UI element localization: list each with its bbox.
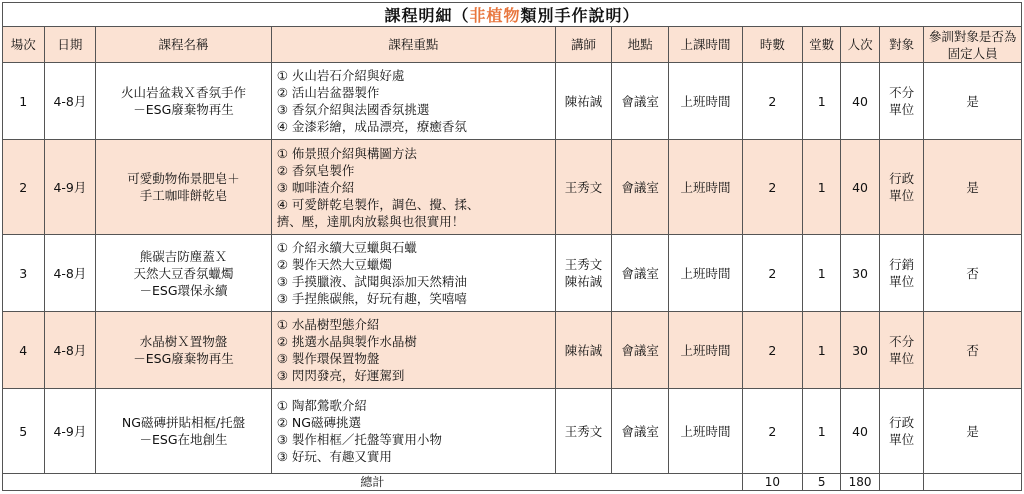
- cell-line: 天然大豆香氛蠟燭: [133, 265, 234, 281]
- course-focus-cell: [271, 312, 555, 389]
- course-name-cell: [96, 312, 271, 389]
- total-people: 180: [841, 474, 879, 491]
- course-focus-cell: [271, 235, 555, 312]
- target-cell: [879, 140, 924, 235]
- column-header: 地點: [612, 27, 669, 63]
- hours-cell: 2: [742, 389, 802, 474]
- lecturer-cell: [556, 63, 612, 140]
- cell-line: 陳祐誠: [564, 274, 603, 289]
- cell-line: ② NG磁磚挑選: [276, 415, 361, 430]
- cell-line: 行政: [889, 171, 915, 186]
- date-cell: 4-8月: [44, 235, 96, 312]
- total-row: [3, 474, 1022, 491]
- cell-line: 單位: [889, 274, 915, 289]
- people-cell: 30: [841, 312, 879, 389]
- cell-line: －ESG在地創生: [139, 432, 228, 447]
- people-cell: 40: [841, 140, 879, 235]
- cell-line: ① 介紹永續大豆蠟與石蠟: [276, 240, 417, 255]
- cell-line: 陳祐誠: [564, 93, 603, 109]
- target-cell: [879, 312, 924, 389]
- course-focus-cell: [271, 140, 555, 235]
- cell-line: ① 火山岩石介紹與好處: [276, 68, 405, 83]
- hours-cell: 2: [742, 235, 802, 312]
- table-row: [3, 389, 1022, 474]
- cell-line: 王秀文: [564, 423, 603, 439]
- header-row: [3, 27, 1022, 63]
- lecturer-cell: [556, 235, 612, 312]
- course-name-cell: [96, 140, 271, 235]
- cell-line: ② 製作天然大豆蠟燭: [276, 257, 392, 272]
- fixed-cell: 否: [924, 235, 1022, 312]
- classes-cell: 1: [802, 235, 840, 312]
- classes-cell: 1: [802, 140, 840, 235]
- time-cell: 上班時間: [669, 235, 743, 312]
- course-focus-cell: [271, 63, 555, 140]
- column-header: 課程名稱: [96, 27, 271, 63]
- total-empty-target: [879, 474, 924, 491]
- target-cell: [879, 389, 924, 474]
- session-cell: 5: [3, 389, 45, 474]
- session-cell: 3: [3, 235, 45, 312]
- cell-line: 水晶樹Ｘ置物盤: [139, 334, 228, 349]
- cell-line: ③ 咖啡渣介紹: [276, 179, 355, 195]
- people-cell: 40: [841, 389, 879, 474]
- total-empty-fixed: [924, 474, 1022, 491]
- venue-cell: 會議室: [612, 63, 669, 140]
- cell-line: 單位: [889, 351, 915, 366]
- table-row: [3, 140, 1022, 235]
- course-name-cell: [96, 235, 271, 312]
- cell-line: ③ 香氛介紹與法國香氛挑選: [276, 102, 430, 117]
- session-cell: 2: [3, 140, 45, 235]
- cell-line: ④ 金漆彩繪，成品漂亮，療癒香氛: [276, 119, 467, 134]
- fixed-cell: 是: [924, 389, 1022, 474]
- column-header: 上課時間: [669, 27, 743, 63]
- table-title: [2, 2, 1022, 26]
- time-cell: 上班時間: [669, 312, 743, 389]
- cell-line: NG磁磚拼貼相框/托盤: [121, 415, 246, 430]
- venue-cell: 會議室: [612, 389, 669, 474]
- date-cell: 4-8月: [44, 63, 96, 140]
- people-cell: 40: [841, 63, 879, 140]
- course-name-cell: [96, 63, 271, 140]
- cell-line: 擠、壓，達肌肉放鬆與也很實用！: [276, 213, 465, 229]
- cell-line: ① 水晶樹型態介紹: [276, 317, 380, 332]
- column-header: 堂數: [802, 27, 840, 63]
- cell-line: 不分: [889, 334, 915, 349]
- fixed-cell: 是: [924, 140, 1022, 235]
- venue-cell: 會議室: [612, 312, 669, 389]
- cell-line: ① 佈景照介紹與構圖方法: [276, 145, 417, 161]
- column-header: 參訓對象是否為固定人員: [924, 27, 1022, 63]
- cell-line: ③ 閃閃發亮，好運駕到: [276, 368, 405, 383]
- cell-line: ③ 好玩、有趣又實用: [276, 449, 392, 464]
- cell-line: 單位: [889, 432, 915, 447]
- cell-line: 王秀文: [564, 257, 603, 272]
- cell-line: 王秀文: [564, 179, 603, 195]
- date-cell: 4-8月: [44, 312, 96, 389]
- cell-line: ③ 製作相框／托盤等實用小物: [276, 432, 442, 447]
- cell-line: 手工咖啡餅乾皂: [139, 188, 228, 203]
- table-row: [3, 312, 1022, 389]
- venue-cell: 會議室: [612, 140, 669, 235]
- cell-line: 不分: [889, 85, 915, 100]
- title-suffix: 類別手作說明）: [520, 6, 640, 25]
- target-cell: [879, 235, 924, 312]
- cell-line: ② 香氛皂製作: [276, 162, 355, 178]
- course-name-cell: [96, 389, 271, 474]
- date-cell: 4-9月: [44, 389, 96, 474]
- cell-line: ③ 手捏熊碳熊，好玩有趣，笑嘻嘻: [276, 291, 467, 306]
- venue-cell: 會議室: [612, 235, 669, 312]
- table-row: [3, 235, 1022, 312]
- lecturer-cell: [556, 389, 612, 474]
- column-header: 對象: [879, 27, 924, 63]
- total-label: 總計: [3, 474, 743, 491]
- cell-line: 可愛動物佈景肥皂＋: [127, 171, 240, 186]
- cell-line: ① 陶都鶯歌介紹: [276, 398, 367, 413]
- lecturer-cell: [556, 140, 612, 235]
- hours-cell: 2: [742, 63, 802, 140]
- course-table: [2, 26, 1022, 491]
- classes-cell: 1: [802, 312, 840, 389]
- session-cell: 4: [3, 312, 45, 389]
- course-focus-cell: [271, 389, 555, 474]
- column-header: 課程重點: [271, 27, 555, 63]
- column-header: 場次: [3, 27, 45, 63]
- classes-cell: 1: [802, 389, 840, 474]
- target-cell: [879, 63, 924, 140]
- cell-line: 熊碳吉防塵蓋Ｘ: [139, 248, 228, 264]
- fixed-cell: 是: [924, 63, 1022, 140]
- table-row: [3, 63, 1022, 140]
- date-cell: 4-9月: [44, 140, 96, 235]
- cell-line: ③ 手摸臘液、試聞與添加天然精油: [276, 274, 467, 289]
- cell-line: ② 挑選水晶與製作水晶樹: [276, 334, 417, 349]
- cell-line: －ESG環保永續: [139, 282, 228, 298]
- hours-cell: 2: [742, 312, 802, 389]
- cell-line: －ESG廢棄物再生: [133, 102, 234, 117]
- cell-line: ③ 製作環保置物盤: [276, 351, 380, 366]
- fixed-cell: 否: [924, 312, 1022, 389]
- column-header: 時數: [742, 27, 802, 63]
- total-classes: 5: [802, 474, 840, 491]
- title-prefix: 課程明細（: [384, 6, 470, 25]
- time-cell: 上班時間: [669, 140, 743, 235]
- cell-line: 行政: [889, 415, 915, 430]
- column-header: 講師: [556, 27, 612, 63]
- lecturer-cell: [556, 312, 612, 389]
- cell-line: ② 活山岩盆器製作: [276, 85, 380, 100]
- session-cell: 1: [3, 63, 45, 140]
- cell-line: 火山岩盆栽Ｘ香氛手作: [121, 85, 247, 100]
- cell-line: 單位: [889, 188, 915, 203]
- time-cell: 上班時間: [669, 389, 743, 474]
- cell-line: 行銷: [889, 257, 915, 272]
- cell-line: 陳祐誠: [564, 342, 603, 358]
- title-highlight: 非植物: [469, 6, 521, 25]
- classes-cell: 1: [802, 63, 840, 140]
- time-cell: 上班時間: [669, 63, 743, 140]
- cell-line: ④ 可愛餅乾皂製作，調色、攪、揉、: [276, 196, 480, 212]
- column-header: 人次: [841, 27, 879, 63]
- hours-cell: 2: [742, 140, 802, 235]
- column-header: 日期: [44, 27, 96, 63]
- total-hours: 10: [742, 474, 802, 491]
- cell-line: －ESG廢棄物再生: [133, 351, 234, 366]
- cell-line: 單位: [889, 102, 915, 117]
- people-cell: 30: [841, 235, 879, 312]
